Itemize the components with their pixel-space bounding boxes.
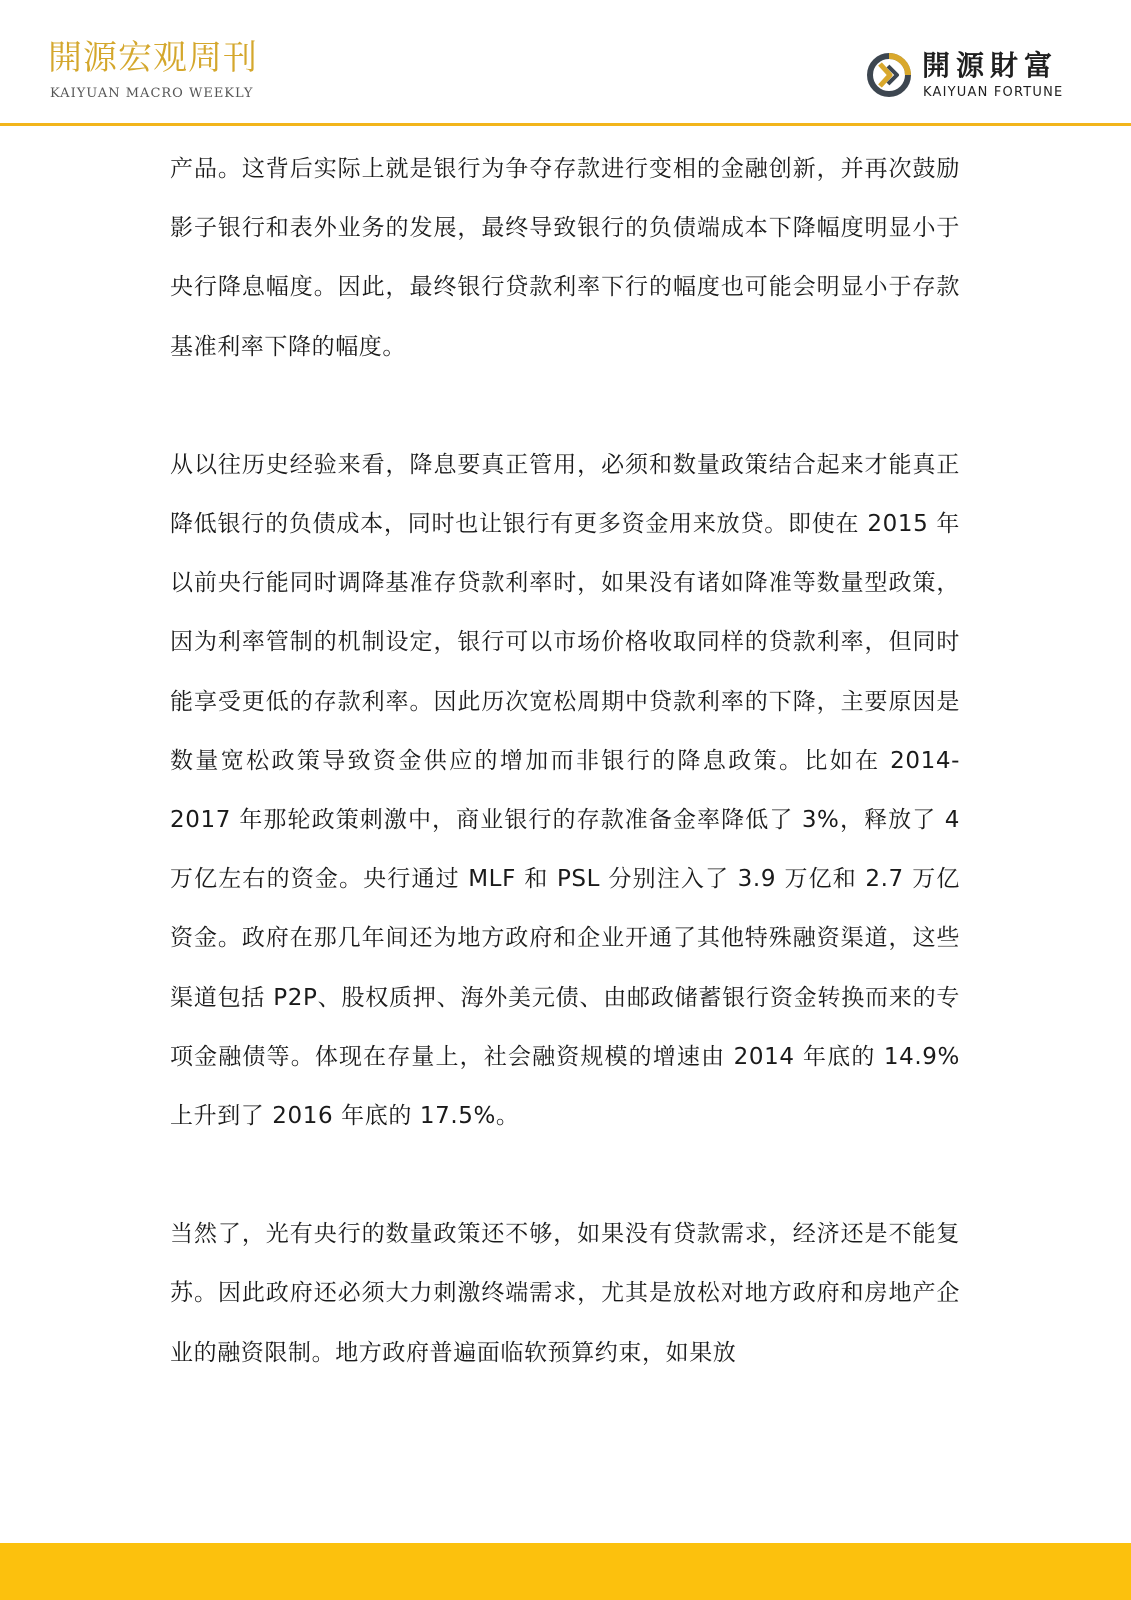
publication-title: 開源宏观周刊 <box>48 38 258 78</box>
body-paragraph: 产品。这背后实际上就是银行为争夺存款进行变相的金融创新，并再次鼓励影子银行和表外业务的发展，最终导致银行的负债端成本下降幅度明显小于央行降息幅度。因此，最终银行贷款利率下行的幅度也可能会明显小于存款基准利率下降的幅度。 <box>170 156 960 360</box>
page-header <box>0 0 1131 125</box>
article-body <box>170 140 960 1442</box>
kaiyuan-fortune-logo-icon <box>866 52 912 98</box>
footer-bar <box>0 1543 1131 1600</box>
publication-subtitle: KAIYUAN MACRO WEEKLY <box>50 86 254 101</box>
body-paragraph: 从以往历史经验来看，降息要真正管用，必须和数量政策结合起来才能真正降低银行的负债成本，同时也让银行有更多资金用来放贷。即使在 2015 年以前央行能同时调降基准存贷款利率时，如果没有诸如降准等数量型政策，因为利率管制的机制设定，银行可以市场价格收取同样的贷款利率，但同时能享受更低的存款利率。因此历次宽松周期中贷款利率的下降，主要原因是数量宽松政策导致资金供应的增加而非银行的降息政策。比如在 2014-2017 年那轮政策刺激中，商业银行的存款准备金率降低了 3%，释放了 4 万亿左右的资金。央行通过 MLF 和 PSL 分别注入了 3.9 万亿和 2.7 万亿资金。政府在那几年间还为地方政府和企业开通了其他特殊融资渠道，这些渠道包括 P2P、股权质押、海外美元债、由邮政储蓄银行资金转换而来的专项金融债等。体现在存量上，社会融资规模的增速由 2014 年底的 14.9% 上升到了 2016 年底的 17.5%。 <box>170 451 960 1130</box>
header-divider <box>0 123 1131 126</box>
brand-name-chinese: 開源財富 <box>922 49 1059 82</box>
brand-name-english: KAIYUAN FORTUNE <box>923 85 1064 100</box>
body-paragraph: 当然了，光有央行的数量政策还不够，如果没有贷款需求，经济还是不能复苏。因此政府还必须大力刺激终端需求，尤其是放松对地方政府和房地产企业的融资限制。地方政府普遍面临软预算约束，如果放 <box>170 1221 960 1366</box>
